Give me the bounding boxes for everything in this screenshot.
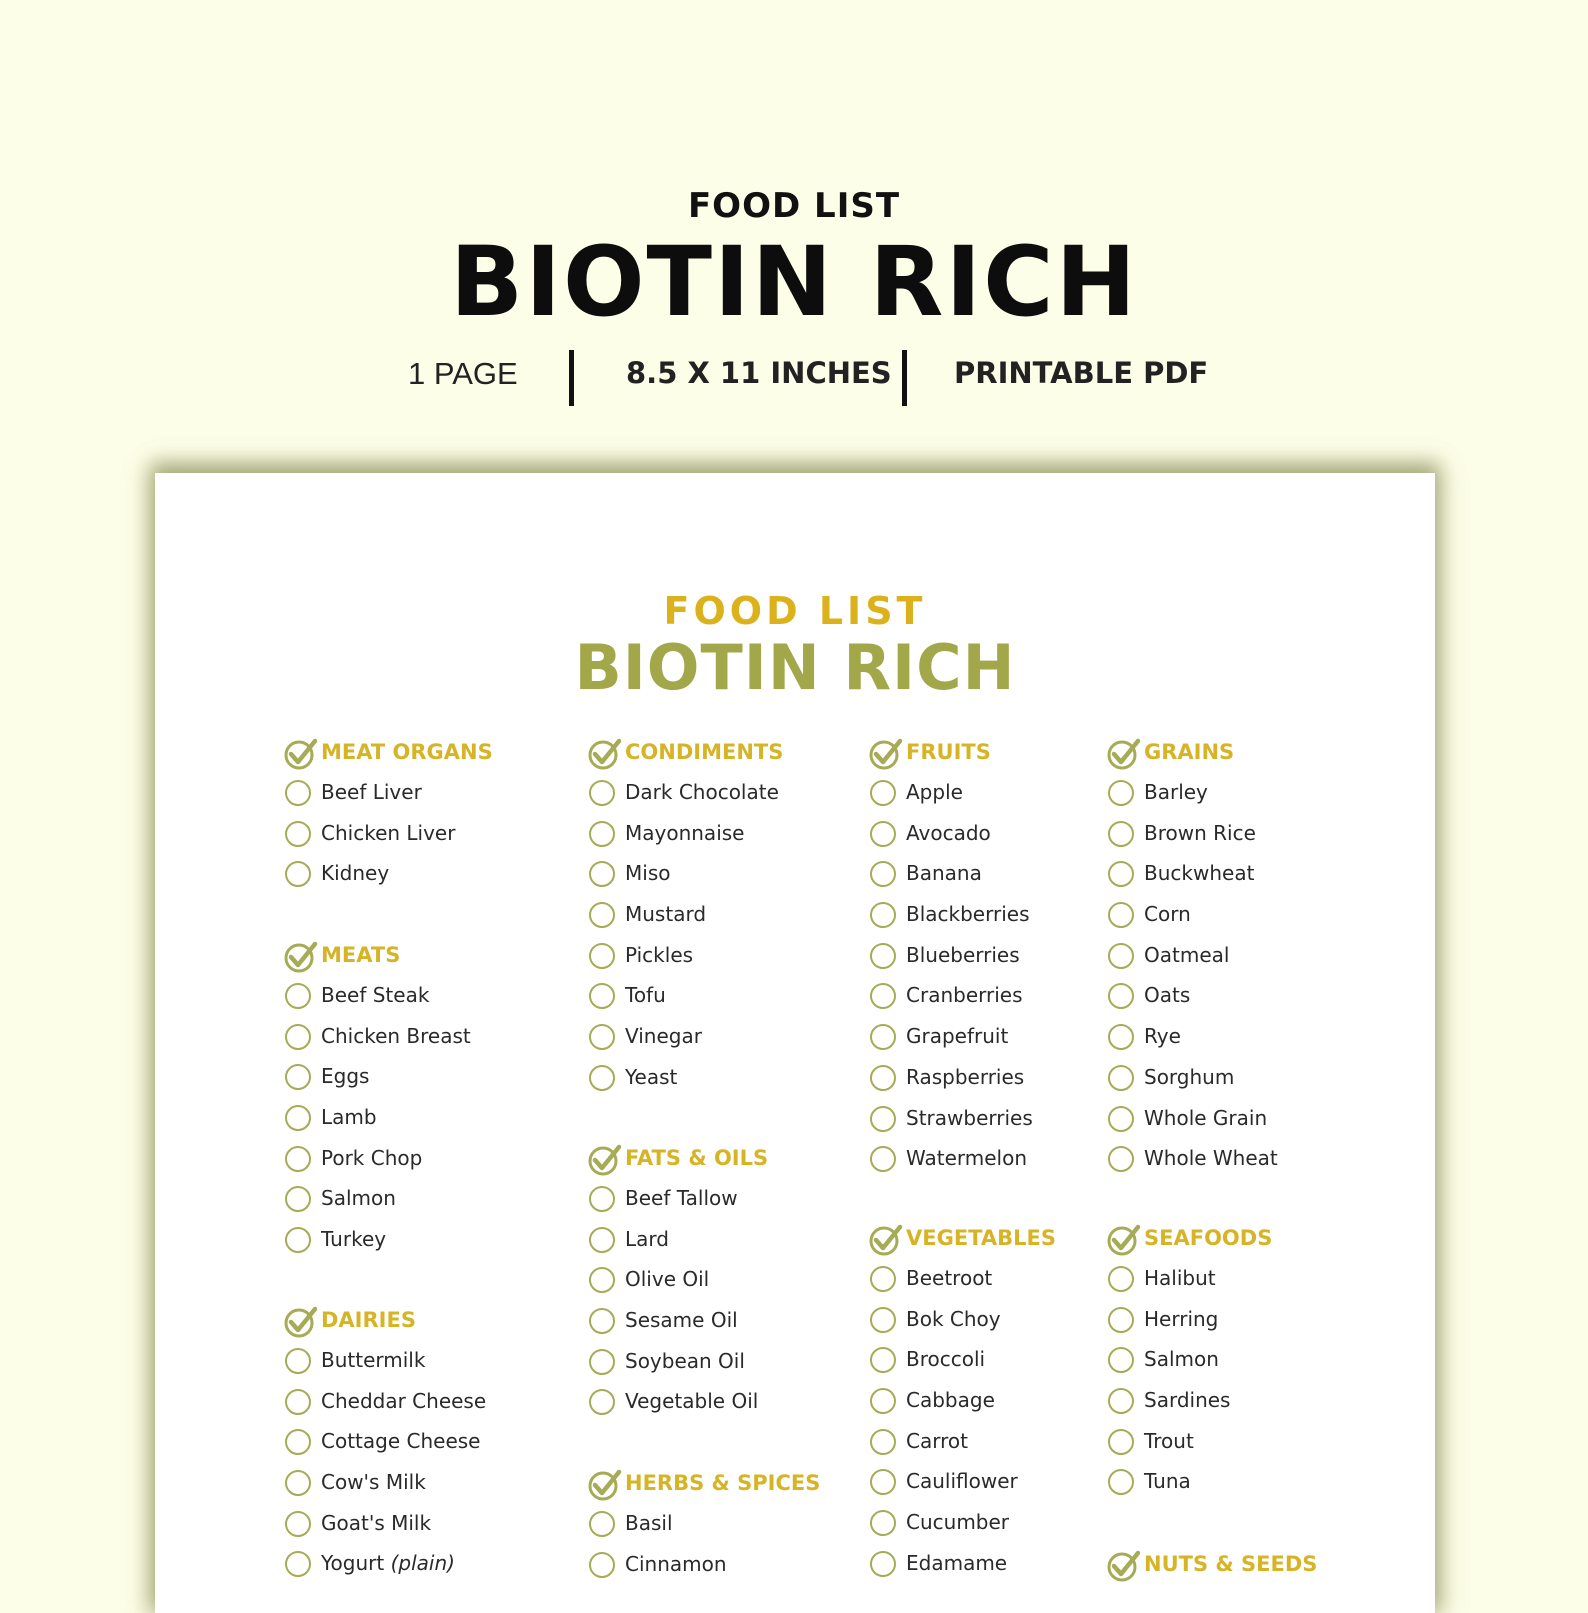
food-item-label: Mayonnaise [625,820,745,845]
food-item-label: Goat's Milk [321,1510,432,1535]
checkbox-circle[interactable] [1108,1307,1134,1333]
checkbox-circle[interactable] [1108,902,1134,928]
checkbox-circle[interactable] [285,1024,311,1050]
category-title: HERBS & SPICES [625,1471,821,1495]
food-item-label: Whole Wheat [1144,1146,1278,1171]
checkbox-circle[interactable] [285,1227,311,1253]
checkbox-circle[interactable] [285,1186,311,1212]
spec-format: PRINTABLE PDF [954,356,1209,390]
food-item-label: Kidney [321,861,390,886]
checkbox-circle[interactable] [285,1348,311,1374]
checkbox-circle[interactable] [1108,1469,1134,1495]
checkbox-circle[interactable] [589,1024,615,1050]
food-item-label: Chicken Liver [321,820,456,845]
food-item-label: Broccoli [906,1347,986,1372]
food-item-label: Sardines [1144,1388,1231,1413]
food-item-label: Bok Choy [906,1306,1001,1331]
checkbox-circle[interactable] [285,1064,311,1090]
category-title: FRUITS [906,740,991,764]
food-item-label: Salmon [321,1186,396,1211]
food-item-label: Yeast [625,1064,678,1089]
spec-pages: 1 PAGE [408,356,518,391]
checkbox-circle[interactable] [1108,1024,1134,1050]
checkbox-circle[interactable] [1108,861,1134,887]
checkbox-circle[interactable] [1108,1146,1134,1172]
header-title: BIOTIN RICH [450,226,1138,338]
food-item-label: Pickles [625,942,694,967]
food-item-label: Cheddar Cheese [321,1388,487,1413]
spec-size: 8.5 X 11 INCHES [626,356,892,390]
food-item-label: Yogurt (plain) [321,1551,455,1576]
checkbox-circle[interactable] [870,1551,896,1577]
food-item-label: Herring [1144,1306,1219,1331]
checkbox-circle[interactable] [589,1511,615,1537]
food-item-label: Cinnamon [625,1551,727,1576]
checkbox-circle[interactable] [1108,821,1134,847]
food-item-label: Soybean Oil [625,1348,745,1373]
checkbox-circle[interactable] [589,1552,615,1578]
food-item-label: Trout [1144,1428,1194,1453]
checkbox-circle[interactable] [870,1469,896,1495]
food-item-label: Whole Grain [1144,1105,1268,1130]
food-item-label: Salmon [1144,1347,1219,1372]
food-item-label: Eggs [321,1064,370,1089]
checkbox-circle[interactable] [1108,943,1134,969]
category-title: DAIRIES [321,1308,416,1332]
category-title: NUTS & SEEDS [1144,1552,1318,1576]
food-item-label: Beef Steak [321,983,430,1007]
checkbox-circle[interactable] [1108,1266,1134,1292]
checkmark-icon [1106,1548,1142,1584]
food-item-label: Cow's Milk [321,1470,426,1495]
food-item-label: Edamame [906,1550,1008,1575]
checkbox-circle[interactable] [870,861,896,887]
food-item-label: Turkey [321,1227,387,1252]
checkbox-circle[interactable] [589,983,615,1009]
checkbox-circle[interactable] [285,1511,311,1537]
checkbox-circle[interactable] [285,1551,311,1577]
checkbox-circle[interactable] [589,821,615,847]
checkmark-icon [587,1142,623,1178]
document-subtitle: FOOD LIST [663,589,927,633]
checkbox-circle[interactable] [870,983,896,1009]
checkmark-icon [283,736,319,772]
document-preview [155,473,1435,1613]
food-item-label: Apple [906,780,963,804]
checkbox-circle[interactable] [870,1065,896,1091]
food-item-label: Strawberries [906,1105,1033,1130]
checkbox-circle[interactable] [285,821,311,847]
checkbox-circle[interactable] [870,1388,896,1414]
checkbox-circle[interactable] [589,1065,615,1091]
checkbox-circle[interactable] [285,1389,311,1415]
checkbox-circle[interactable] [870,780,896,806]
food-item-label: Oats [1144,983,1191,1008]
food-item-label: Mustard [625,902,707,927]
checkmark-icon [587,1467,623,1503]
checkmark-icon [1106,1222,1142,1258]
checkbox-circle[interactable] [285,1470,311,1496]
food-item-label: Watermelon [906,1146,1028,1171]
food-item-label: Lard [625,1226,669,1251]
checkbox-circle[interactable] [589,943,615,969]
category-title: VEGETABLES [906,1226,1056,1250]
checkbox-circle[interactable] [870,943,896,969]
food-item-label: Sesame Oil [625,1308,738,1333]
food-item-label: Rye [1144,1024,1181,1049]
food-item-label: Tuna [1144,1469,1191,1494]
checkbox-circle[interactable] [1108,1429,1134,1455]
spec-divider [569,350,574,406]
food-item-label: Vegetable Oil [625,1389,759,1414]
food-item-label: Pork Chop [321,1145,423,1170]
food-item-label: Buttermilk [321,1348,426,1372]
checkbox-circle[interactable] [285,983,311,1009]
category-title: SEAFOODS [1144,1226,1273,1250]
checkbox-circle[interactable] [1108,780,1134,806]
checkbox-circle[interactable] [870,821,896,847]
food-item-label: Halibut [1144,1266,1216,1290]
food-item-label: Cabbage [906,1388,995,1413]
specs-bar [0,356,1588,406]
food-item-label: Basil [625,1511,673,1535]
checkbox-circle[interactable] [870,1146,896,1172]
checkbox-circle[interactable] [589,1349,615,1375]
checkbox-circle[interactable] [589,1308,615,1334]
checkbox-circle[interactable] [1108,1388,1134,1414]
checkbox-circle[interactable] [285,1429,311,1455]
checkmark-icon [868,1222,904,1258]
checkbox-circle[interactable] [870,1106,896,1132]
checkbox-circle[interactable] [1108,983,1134,1009]
food-item-label: Avocado [906,820,991,845]
checkmark-icon [587,736,623,772]
checkbox-circle[interactable] [1108,1065,1134,1091]
checkmark-icon [283,1304,319,1340]
food-item-label: Beef Liver [321,780,422,804]
food-item-label: Oatmeal [1144,942,1230,967]
checkbox-circle[interactable] [870,1347,896,1373]
checkbox-circle[interactable] [1108,1347,1134,1373]
category-title: FATS & OILS [625,1146,769,1170]
food-item-label: Blueberries [906,942,1020,967]
food-item-label: Sorghum [1144,1064,1235,1089]
food-item-label: Corn [1144,902,1191,927]
food-item-label: Beetroot [906,1266,993,1290]
checkbox-circle[interactable] [870,1429,896,1455]
checkbox-circle[interactable] [589,1186,615,1212]
checkbox-circle[interactable] [285,861,311,887]
spec-divider [902,350,907,406]
checkbox-circle[interactable] [285,1146,311,1172]
food-item-label: Buckwheat [1144,861,1255,886]
food-item-label: Carrot [906,1428,968,1453]
food-item-label: Barley [1144,780,1208,804]
checkbox-circle[interactable] [285,1105,311,1131]
category-title: GRAINS [1144,740,1235,764]
checkbox-circle[interactable] [589,1389,615,1415]
food-item-label: Cauliflower [906,1469,1018,1494]
food-item-label: Brown Rice [1144,820,1256,845]
header-subtitle: FOOD LIST [687,186,901,226]
food-item-label: Blackberries [906,902,1030,927]
food-item-label: Chicken Breast [321,1023,471,1048]
food-item-label: Dark Chocolate [625,780,779,804]
food-item-note: (plain) [384,1551,455,1576]
food-item-label: Vinegar [625,1024,702,1049]
checkbox-circle[interactable] [1108,1106,1134,1132]
document-title: BIOTIN RICH [574,631,1016,704]
checkbox-circle[interactable] [589,1267,615,1293]
checkmark-icon [868,736,904,772]
checkbox-circle[interactable] [589,780,615,806]
checkbox-circle[interactable] [285,780,311,806]
category-title: CONDIMENTS [625,740,784,764]
checkbox-circle[interactable] [870,1307,896,1333]
checkbox-circle[interactable] [870,1024,896,1050]
checkbox-circle[interactable] [870,1266,896,1292]
checkbox-circle[interactable] [589,1227,615,1253]
food-item-label: Lamb [321,1105,377,1130]
checkbox-circle[interactable] [589,902,615,928]
food-item-label: Banana [906,861,982,886]
category-title: MEATS [321,943,401,967]
food-item-label: Raspberries [906,1064,1025,1089]
food-item-label: Olive Oil [625,1267,710,1292]
category-title: MEAT ORGANS [321,740,493,764]
food-item-label: Cucumber [906,1510,1010,1535]
food-item-label: Grapefruit [906,1024,1009,1049]
checkbox-circle[interactable] [589,861,615,887]
food-item-label: Beef Tallow [625,1186,738,1210]
checkmark-icon [1106,736,1142,772]
food-item-label: Tofu [625,983,666,1008]
checkbox-circle[interactable] [870,1510,896,1536]
food-item-label: Miso [625,861,671,886]
food-item-label: Cranberries [906,983,1023,1008]
checkbox-circle[interactable] [870,902,896,928]
food-item-label: Cottage Cheese [321,1429,481,1454]
checkmark-icon [283,939,319,975]
